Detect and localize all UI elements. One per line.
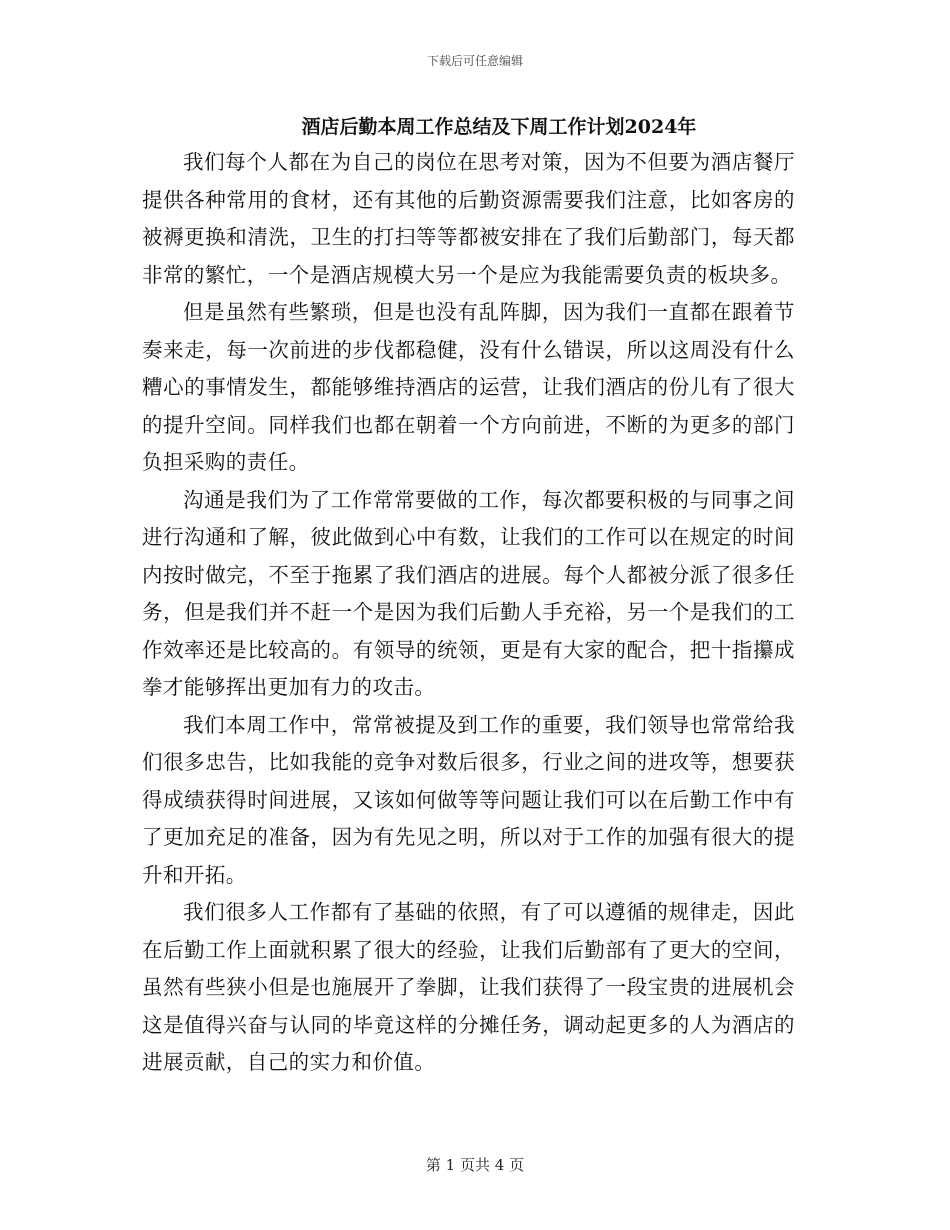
document-title: 酒店后勤本周工作总结及下周工作计划2024年 xyxy=(301,116,697,138)
body-paragraph-5: 我们很多人工作都有了基础的依照，有了可以遵循的规律走，因此在后勤工作上面就积累了很大的经验，让我们后勤部有了更大的空间，虽然有些狭小但是也施展开了拳脚，让我们获得了一段宝贵的进展机会这是值得兴奋与认同的毕竟这样的分摊任务，调动起更多的人为酒店的进展贡献，自己的实力和价值。 xyxy=(142,900,795,1074)
page-header-note: 下载后可任意编辑 xyxy=(426,54,523,68)
body-paragraph-4: 我们本周工作中，常常被提及到工作的重要，我们领导也常常给我们很多忠告，比如我能的竞争对数后很多，行业之间的进攻等，想要获得成绩获得时间进展，又该如何做等等问题让我们可以在后勤工作中有了更加充足的准备，因为有先见之明，所以对于工作的加强有很大的提升和开拓。 xyxy=(142,712,795,887)
document-body xyxy=(142,144,795,1082)
body-paragraph-1: 我们每个人都在为自己的岗位在思考对策，因为不但要为酒店餐厅提供各种常用的食材，还有其他的后勤资源需要我们注意，比如客房的被褥更换和清洗，卫生的打扫等等都被安排在了我们后勤部门，每天都非常的繁忙，一个是酒店规模大另一个是应为我能需要负责的板块多。 xyxy=(142,150,795,287)
page-number: 第 1 页共 4 页 xyxy=(425,1156,525,1174)
body-paragraph-3: 沟通是我们为了工作常常要做的工作，每次都要积极的与同事之间进行沟通和了解，彼此做到心中有数，让我们的工作可以在规定的时间内按时做完，不至于拖累了我们酒店的进展。每个人都被分派了很多任务，但是我们并不赶一个是因为我们后勤人手充裕，另一个是我们的工作效率还是比较高的。有领导的统领，更是有大家的配合，把十指攥成拳才能够挥出更加有力的攻击。 xyxy=(142,487,795,699)
body-paragraph-2: 但是虽然有些繁琐，但是也没有乱阵脚，因为我们一直都在跟着节奏来走，每一次前进的步伐都稳健，没有什么错误，所以这周没有什么糟心的事情发生，都能够维持酒店的运营，让我们酒店的份儿有了很大的提升空间。同样我们也都在朝着一个方向前进，不断的为更多的部门负担采购的责任。 xyxy=(142,300,795,474)
